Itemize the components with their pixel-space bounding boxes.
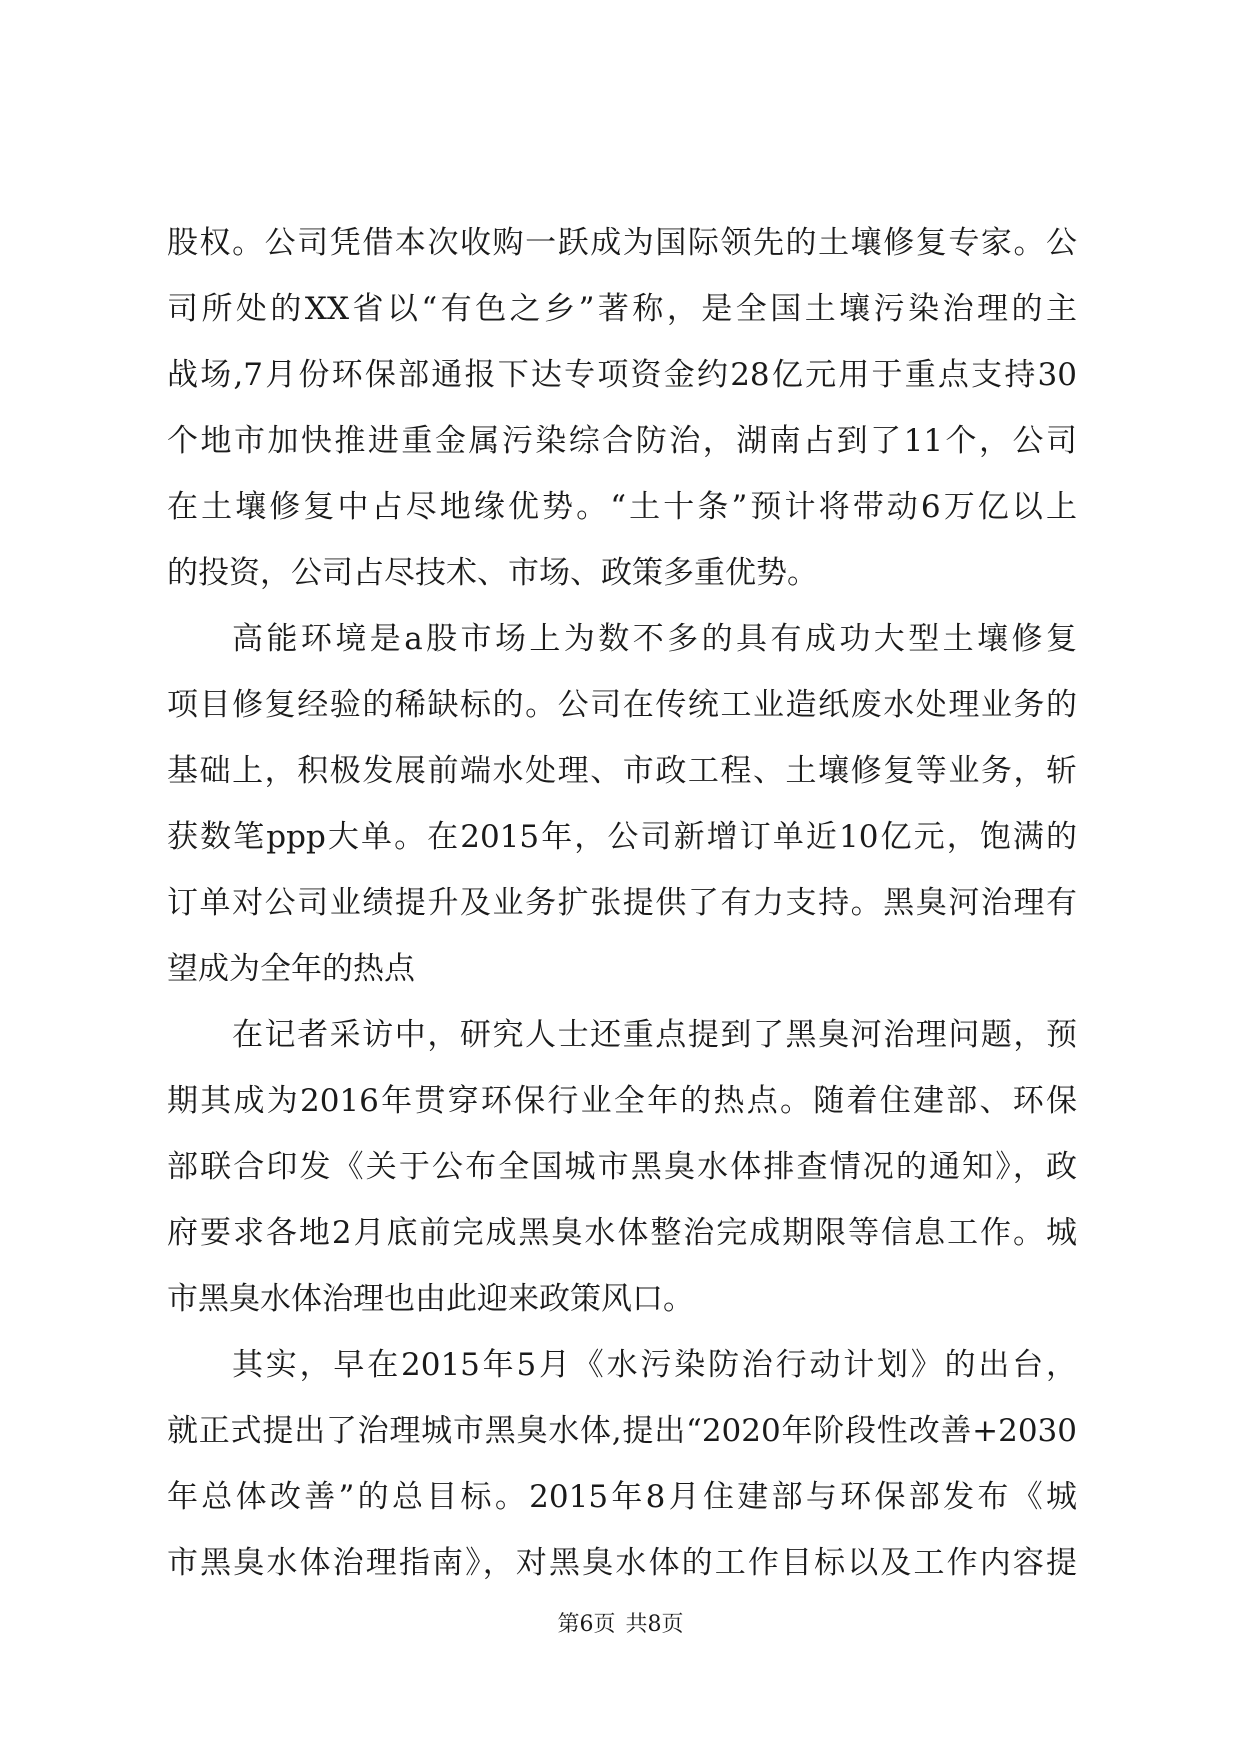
text-line: 在记者采访中，研究人士还重点提到了黑臭河治理问题，预 (232, 1017, 1077, 1053)
text-line: 望成为全年的热点 (167, 951, 415, 987)
text-line: 股权。公司凭借本次收购一跃成为国际领先的土壤修复专家。公 (167, 225, 1077, 261)
text-line: 订单对公司业绩提升及业务扩张提供了有力支持。黑臭河治理有 (167, 885, 1077, 921)
text-line: 部联合印发《关于公布全国城市黑臭水体排查情况的通知》，政 (167, 1149, 1077, 1185)
text-line: 个地市加快推进重金属污染综合防治，湖南占到了11个，公司 (167, 423, 1077, 459)
text-line: 战场,7月份环保部通报下达专项资金约28亿元用于重点支持30 (167, 357, 1077, 393)
body-text (167, 210, 1077, 1596)
text-line: 就正式提出了治理城市黑臭水体,提出“2020年阶段性改善+2030 (167, 1413, 1077, 1449)
text-line: 基础上，积极发展前端水处理、市政工程、土壤修复等业务，斩 (167, 753, 1077, 789)
text-line: 的投资，公司占尽技术、市场、政策多重优势。 (167, 555, 818, 591)
text-line: 在土壤修复中占尽地缘优势。“土十条”预计将带动6万亿以上 (167, 489, 1077, 525)
text-line: 期其成为2016年贯穿环保行业全年的热点。随着住建部、环保 (167, 1083, 1077, 1119)
text-line: 获数笔ppp大单。在2015年，公司新增订单近10亿元，饱满的 (167, 819, 1077, 855)
text-line: 年总体改善”的总目标。2015年8月住建部与环保部发布《城 (167, 1479, 1077, 1515)
text-line: 项目修复经验的稀缺标的。公司在传统工业造纸废水处理业务的 (167, 687, 1077, 723)
text-line: 市黑臭水体治理也由此迎来政策风口。 (167, 1281, 694, 1317)
text-line: 其实，早在2015年5月《水污染防治行动计划》的出台， (232, 1347, 1077, 1383)
text-line: 司所处的XX省以“有色之乡”著称，是全国土壤污染治理的主 (167, 291, 1077, 327)
text-line: 高能环境是a股市场上为数不多的具有成功大型土壤修复 (232, 621, 1077, 657)
page-footer (0, 1610, 1241, 1640)
page-total: 共8页 (625, 1612, 684, 1637)
text-line: 市黑臭水体治理指南》，对黑臭水体的工作目标以及工作内容提 (167, 1545, 1077, 1581)
page-number: 第6页 (557, 1612, 616, 1637)
text-line: 府要求各地2月底前完成黑臭水体整治完成期限等信息工作。城 (167, 1215, 1077, 1251)
